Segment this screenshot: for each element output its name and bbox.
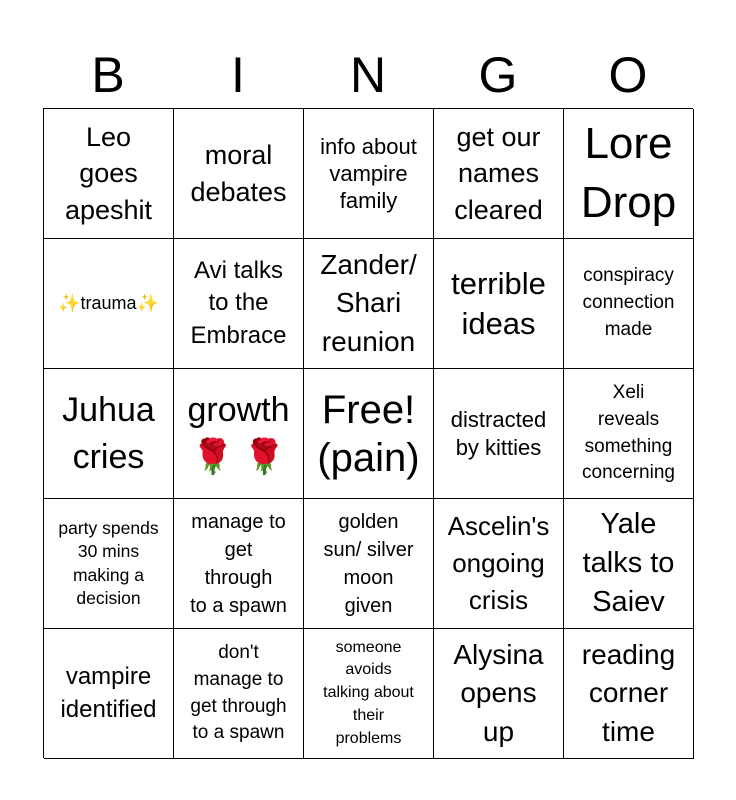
bingo-cell-r3c4[interactable]	[434, 369, 564, 499]
bingo-cell-r2c4[interactable]	[434, 239, 564, 369]
bingo-cell-r2c2[interactable]	[174, 239, 304, 369]
bingo-cell-r3c1[interactable]	[44, 369, 174, 499]
bingo-header	[43, 44, 693, 106]
bingo-cell-r5c5[interactable]	[564, 629, 694, 759]
cell-text: reading corner time	[581, 639, 676, 747]
cell-text: conspiracy connection made	[582, 265, 675, 340]
cell-text: ✨trauma✨	[58, 292, 159, 313]
cell-text: someone avoids talking about their problems	[323, 638, 414, 747]
cell-text: Juhua cries	[62, 391, 155, 476]
bingo-cell-r1c4[interactable]	[434, 109, 564, 239]
bingo-cell-r4c4[interactable]	[434, 499, 564, 629]
cell-text: Free! (pain)	[317, 387, 420, 480]
cell-text: growth 🌹 🌹	[187, 391, 290, 476]
cell-text: get our names cleared	[454, 121, 543, 225]
cell-text: Avi talks to the Embrace	[190, 256, 287, 349]
bingo-cell-r4c3[interactable]	[304, 499, 434, 629]
cell-text: Leo goes apeshit	[64, 121, 153, 225]
bingo-cell-r4c5[interactable]	[564, 499, 694, 629]
cell-text: distracted by kitties	[450, 407, 547, 460]
cell-text: golden sun/ silver moon given	[323, 510, 414, 617]
header-letter-o: O	[608, 47, 648, 103]
cell-text: terrible ideas	[451, 265, 546, 341]
cell-text: Alysina opens up	[453, 639, 544, 747]
bingo-cell-r3c5[interactable]	[564, 369, 694, 499]
cell-text: Lore Drop	[580, 119, 677, 227]
bingo-cell-r5c4[interactable]	[434, 629, 564, 759]
cell-text: Ascelin's ongoing crisis	[447, 511, 550, 615]
bingo-cell-r1c3[interactable]	[304, 109, 434, 239]
bingo-cell-r2c1[interactable]	[44, 239, 174, 369]
bingo-cell-r3c2[interactable]	[174, 369, 304, 499]
cell-text: Zander/ Shari reunion	[320, 249, 417, 357]
cell-text: vampire identified	[60, 662, 157, 723]
bingo-cell-r2c5[interactable]	[564, 239, 694, 369]
cell-text: info about vampire family	[320, 133, 417, 214]
cell-text: Xeli reveals something concerning	[582, 381, 675, 484]
bingo-cell-r1c5[interactable]	[564, 109, 694, 239]
cell-text: moral debates	[190, 140, 287, 207]
bingo-cell-r5c2[interactable]	[174, 629, 304, 759]
header-letter-b: B	[91, 47, 125, 103]
header-letter-g: G	[478, 47, 518, 103]
bingo-cell-r1c2[interactable]	[174, 109, 304, 239]
cell-text: manage to get through to a spawn	[190, 510, 287, 617]
bingo-cell-r5c1[interactable]	[44, 629, 174, 759]
bingo-cell-r5c3[interactable]	[304, 629, 434, 759]
bingo-cell-r1c1[interactable]	[44, 109, 174, 239]
bingo-board	[43, 108, 693, 758]
bingo-cell-r3c3[interactable]	[304, 369, 434, 499]
cell-text: party spends 30 mins making a decision	[58, 517, 159, 608]
header-letter-n: N	[349, 47, 387, 103]
bingo-cell-r4c1[interactable]	[44, 499, 174, 629]
cell-text: Yale talks to Saiev	[582, 507, 675, 619]
bingo-cell-r2c3[interactable]	[304, 239, 434, 369]
header-letter-i: I	[231, 47, 245, 103]
cell-text: don't manage to get through to a spawn	[190, 641, 287, 744]
bingo-cell-r4c2[interactable]	[174, 499, 304, 629]
